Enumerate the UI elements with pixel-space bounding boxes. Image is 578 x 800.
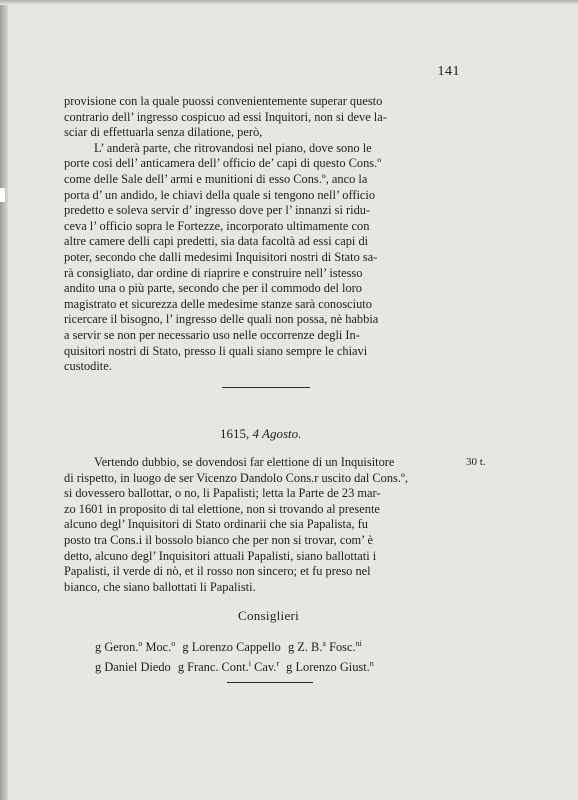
ballot-mark: g	[95, 659, 102, 674]
text-line: andito una o più parte, secondo che per il commodo del loro	[64, 281, 362, 296]
text-line: bianco, che siano ballottati li Papalisti.	[64, 579, 256, 594]
text-line: quisitori nostri di Stato, presso li quali siano sempre le chiavi	[64, 343, 368, 358]
text-line: custodite.	[64, 359, 112, 374]
page-top-edge	[0, 0, 578, 5]
page-notch	[0, 188, 5, 202]
text-line: zo 1601 in proposito di tal elettione, non si trovando al presente	[64, 501, 380, 516]
section-divider	[222, 387, 310, 388]
margin-note: 30 t.	[466, 456, 486, 468]
text-line: porte così dell’ anticamera dell’ officio de’ capi di questo Cons.º	[64, 156, 382, 171]
text-line: ceva l’ officio sopra le Fortezze, incorporato ultimamente con	[64, 218, 370, 233]
ballot-mark: g	[182, 640, 189, 655]
text-line: poter, secondo che dalli medesimi Inquisitori nostri di Stato sa-	[64, 249, 378, 264]
text-line: posto tra Cons.i il bossolo bianco che per non si trovar, com’ è	[64, 532, 373, 547]
text-line: alcuno degl’ Inquisitori di Stato ordinarii che sia Papalista, fu	[64, 517, 368, 532]
page-number: 141	[437, 64, 460, 79]
councillor-name: Z. B.$^a$ Fosc.$^{ni}$	[297, 639, 362, 655]
text-line: Vertendo dubbio, se dovendosi far elettione di un Inquisitore	[94, 455, 395, 469]
text-line: rà consigliato, dar ordine di riaprire e construire nell’ istesso	[64, 265, 363, 280]
councillor-name: Lorenzo Giust.$^n$	[295, 658, 374, 674]
text-block-2	[64, 455, 460, 595]
councillors-row-2	[95, 656, 475, 676]
text-line: L’ anderà parte, che ritrovandosi nel piano, dove sono le	[94, 140, 372, 155]
ballot-mark: g	[286, 659, 293, 674]
councillors-row-1	[95, 636, 475, 656]
text-line: magistrato et sicurezza delle medesime stanze sarà conosciuto	[64, 296, 372, 311]
councillor-name: Daniel Diedo	[104, 659, 171, 674]
text-line: predetto e soleva servir d’ ingresso dove per l’ innanzi si ridu-	[64, 203, 371, 218]
text-line: detto, alcuno degl’ Inquisitori attuali Papalisti, siano ballottati i	[64, 548, 377, 563]
text-line: Papalisti, il verde di nò, et il rosso non sincero; et fu preso nel	[64, 564, 371, 579]
text-line: altre camere delli capi predetti, sia data facoltà ad essi capi di	[64, 234, 369, 249]
text-line: di rispetto, in luogo de ser Vicenzo Dandolo Cons.r uscito dal Cons.º,	[64, 470, 408, 485]
text-line: ricercare il bisogno, l’ ingresso delle quali non possa, nè habbia	[64, 312, 379, 327]
text-line: sciar di effettuarla senza dilatione, però,	[64, 125, 263, 140]
councillor-name: Geron.$^o$ Moc.$^o$	[104, 639, 176, 655]
ballot-mark: g	[287, 640, 295, 655]
text-line: come delle Sale dell’ armi e munitioni di esso Cons.º, anco la	[64, 171, 368, 186]
text-line: provisione con la quale puossi convenientemente superar questo	[64, 94, 383, 108]
ballot-mark: g	[95, 640, 102, 655]
councillor-name: Lorenzo Cappello	[191, 640, 281, 655]
text-line: si dovessero ballottar, o no, li Papalisti; letta la Parte de 23 mar-	[64, 486, 381, 501]
section-date	[220, 426, 301, 442]
page-left-edge	[0, 0, 8, 800]
ballot-mark: g	[177, 659, 185, 674]
text-line: a servir se non per necessario uso nelle occorrenze degli In-	[64, 327, 360, 342]
text-line: porta d’ un andido, le chiavi della quale si tengono nell’ officio	[64, 187, 376, 202]
councillors-heading: Consiglieri	[238, 608, 300, 623]
date-year: 1615,	[220, 426, 250, 441]
councillors-list	[95, 636, 475, 675]
section-divider	[227, 682, 313, 683]
councillor-name: Franc. Cont.$^i$ Cav.$^r$	[187, 658, 280, 674]
text-block-1	[64, 94, 460, 375]
date-day: 4 Agosto.	[252, 426, 302, 441]
text-line: contrario dell’ ingresso cospicuo ad essi Inquitori, non si deve la-	[64, 109, 387, 124]
